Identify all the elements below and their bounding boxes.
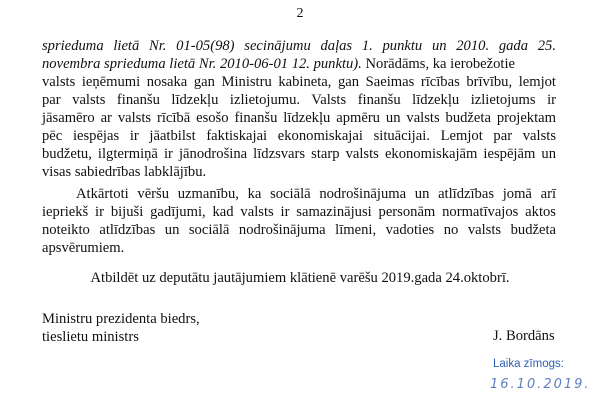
page-number: 2 bbox=[296, 6, 304, 21]
time-stamp-label: Laika zīmogs: bbox=[493, 358, 564, 370]
paragraph-1-line-5: jāsamēro ar valsts rīcībā esošo finanšu līdzekļu apmēru un valsts budžeta projektam bbox=[42, 110, 556, 126]
paragraph-2-line-3: noteikto atlīdzības un sociālā nodrošinājuma līmeni, vadoties no valsts budžeta bbox=[42, 222, 556, 238]
signatory-title-line-2: tieslietu ministrs bbox=[42, 329, 139, 345]
paragraph-1-line-7: budžetu, ilgtermiņā ir jānodrošina līdzsvars starp valsts ekonomiskajām iespējām un bbox=[42, 146, 556, 162]
time-stamp-date: 16.10.2019. bbox=[490, 377, 591, 392]
paragraph-1-line-2-citation: novembra sprieduma lietā Nr. 2010-06-01 12. punktu). bbox=[42, 56, 362, 72]
paragraph-1-line-2-tail: Norādāms, ka ierobežotie bbox=[365, 56, 516, 72]
signatory-title-line-1: Ministru prezidenta biedrs, bbox=[42, 311, 200, 327]
paragraph-1-line-6: pēc iespējas ir jāatbilst faktiskajai ekonomiskajai situācijai. Lemjot par valsts bbox=[42, 128, 556, 144]
signatory-name: J. Bordāns bbox=[493, 328, 555, 344]
closing-statement: Atbildēt uz deputātu jautājumiem klātienē varēšu 2019.gada 24.oktobrī. bbox=[90, 270, 510, 286]
paragraph-1-line-1: sprieduma lietā Nr. 01-05(98) secinājumu daļas 1. punktu un 2010. gada 25. bbox=[42, 38, 556, 54]
paragraph-1-line-8: visas sabiedrības labklājību. bbox=[42, 164, 207, 180]
paragraph-1-line-2 bbox=[42, 55, 556, 73]
paragraph-1-line-3: valsts ieņēmumi nosaka gan Ministru kabineta, gan Saeimas rīcības brīvību, lemjot bbox=[42, 74, 556, 90]
paragraph-2-line-1: Atkārtoti vēršu uzmanību, ka sociālā nodrošinājuma un atlīdzības jomā arī bbox=[76, 186, 556, 202]
paragraph-2-line-2: iepriekš ir bijuši gadījumi, kad valsts ir samazinājusi personām normatīvajos aktos bbox=[42, 204, 556, 220]
paragraph-2-line-4: apsvērumiem. bbox=[42, 240, 125, 256]
paragraph-1-line-4: par valsts finanšu līdzekļu izlietojumu. Valsts finanšu līdzekļu izlietojums ir bbox=[42, 92, 556, 108]
